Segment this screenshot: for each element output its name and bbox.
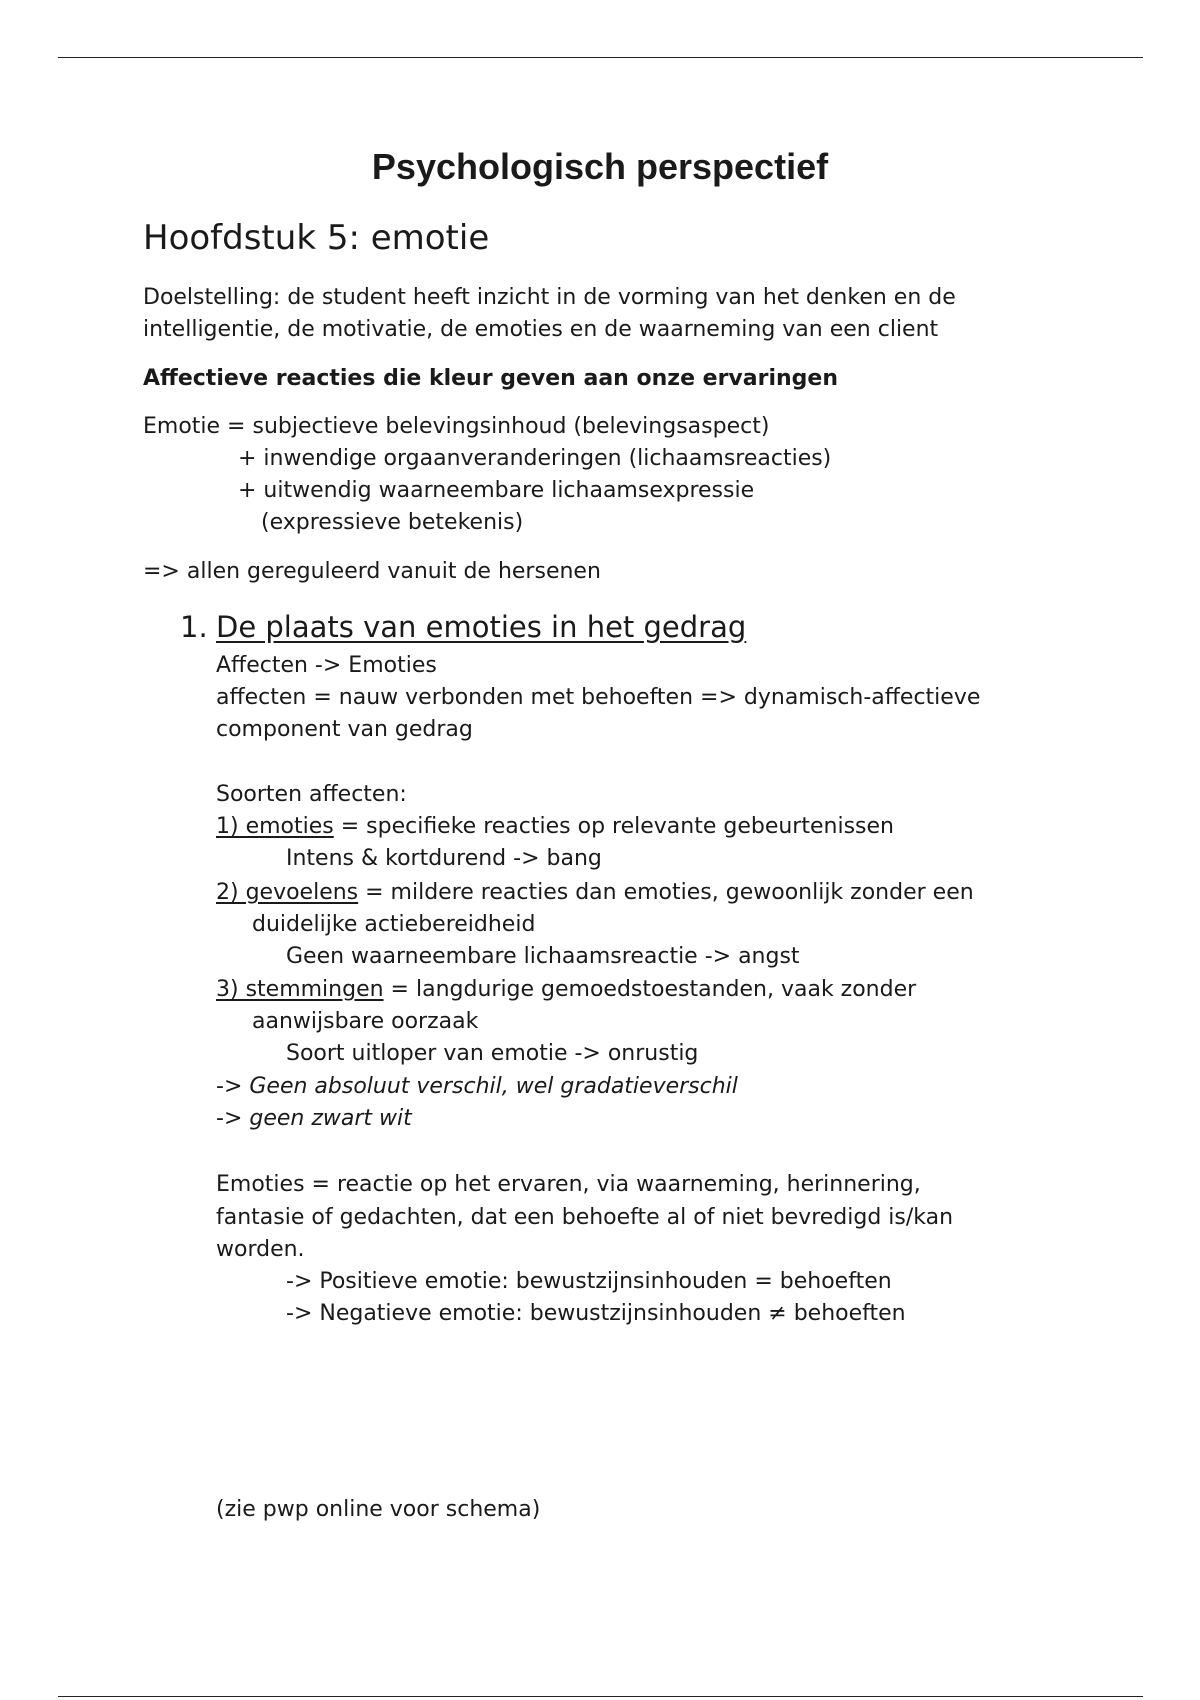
top-rule (58, 57, 1143, 58)
term-gevoelens: 2) gevoelens (216, 880, 359, 905)
cont-stemmingen: aanwijsbare oorzaak (252, 1009, 479, 1034)
def-gevoelens: = mildere reacties dan emoties, gewoonlijk zonder een (358, 880, 974, 905)
note-gradation-text: Geen absoluut verschil, wel gradatieverschil (249, 1074, 738, 1099)
emotions-def-line-1: Emoties = reactie op het ervaren, via waarneming, herinnering, (216, 1172, 921, 1197)
def-emoties: = specifieke reacties op relevante gebeurtenissen (333, 814, 894, 839)
affects-def-line-2: component van gedrag (216, 717, 473, 742)
page-title: Psychologisch perspectief (371, 146, 829, 187)
list-item-stemmingen (216, 974, 916, 1006)
schema-note: (zie pwp online voor schema) (216, 1497, 541, 1522)
note-gradation (216, 1071, 738, 1103)
chapter-heading: Hoofdstuk 5: emotie (143, 218, 490, 258)
term-emoties: 1) emoties (216, 814, 334, 839)
def-stemmingen: = langdurige gemoedstoestanden, vaak zonder (383, 977, 917, 1002)
section-title: De plaats van emoties in het gedrag (216, 610, 747, 644)
sub-emoties: Intens & kortdurend -> bang (286, 846, 602, 871)
cont-gevoelens: duidelijke actiebereidheid (252, 912, 536, 937)
emotion-def-line-1: Emotie = subjectieve belevingsinhoud (belevingsaspect) (143, 414, 770, 439)
negative-emotion: -> Negatieve emotie: bewustzijnsinhouden ≠ behoeften (286, 1301, 906, 1326)
emotion-def-line-2: + inwendige orgaanveranderingen (lichaamsreacties) (238, 446, 832, 471)
section-number: 1. (180, 610, 208, 644)
goal-line-1: Doelstelling: de student heeft inzicht in de vorming van het denken en de (143, 285, 956, 310)
list-item-emoties (216, 811, 894, 843)
sub-stemmingen: Soort uitloper van emotie -> onrustig (286, 1041, 699, 1066)
emotions-def-line-3: worden. (216, 1237, 305, 1262)
affects-line: Affecten -> Emoties (216, 653, 437, 678)
emotion-def-line-4: (expressieve betekenis) (261, 510, 524, 535)
note-gradation-arrow: -> (216, 1074, 250, 1099)
types-heading: Soorten affecten: (216, 782, 407, 807)
regulated-line: => allen gereguleerd vanuit de hersenen (143, 559, 601, 584)
goal-line-2: intelligentie, de motivatie, de emoties en de waarneming van een client (143, 317, 939, 342)
subheading: Affectieve reacties die kleur geven aan onze ervaringen (143, 366, 838, 391)
sub-gevoelens: Geen waarneembare lichaamsreactie -> angst (286, 944, 800, 969)
positive-emotion: -> Positieve emotie: bewustzijnsinhouden = behoeften (286, 1269, 892, 1294)
list-item-gevoelens (216, 877, 974, 909)
note-black-white (216, 1103, 412, 1135)
emotions-def-line-2: fantasie of gedachten, dat een behoefte al of niet bevredigd is/kan (216, 1205, 954, 1230)
term-stemmingen: 3) stemmingen (216, 977, 384, 1002)
note-black-white-arrow: -> (216, 1106, 250, 1131)
bottom-rule (58, 1696, 1143, 1697)
emotion-def-line-3: + uitwendig waarneembare lichaamsexpressie (238, 478, 755, 503)
affects-def-line-1: affecten = nauw verbonden met behoeften => dynamisch-affectieve (216, 685, 981, 710)
note-black-white-text: geen zwart wit (249, 1106, 412, 1131)
